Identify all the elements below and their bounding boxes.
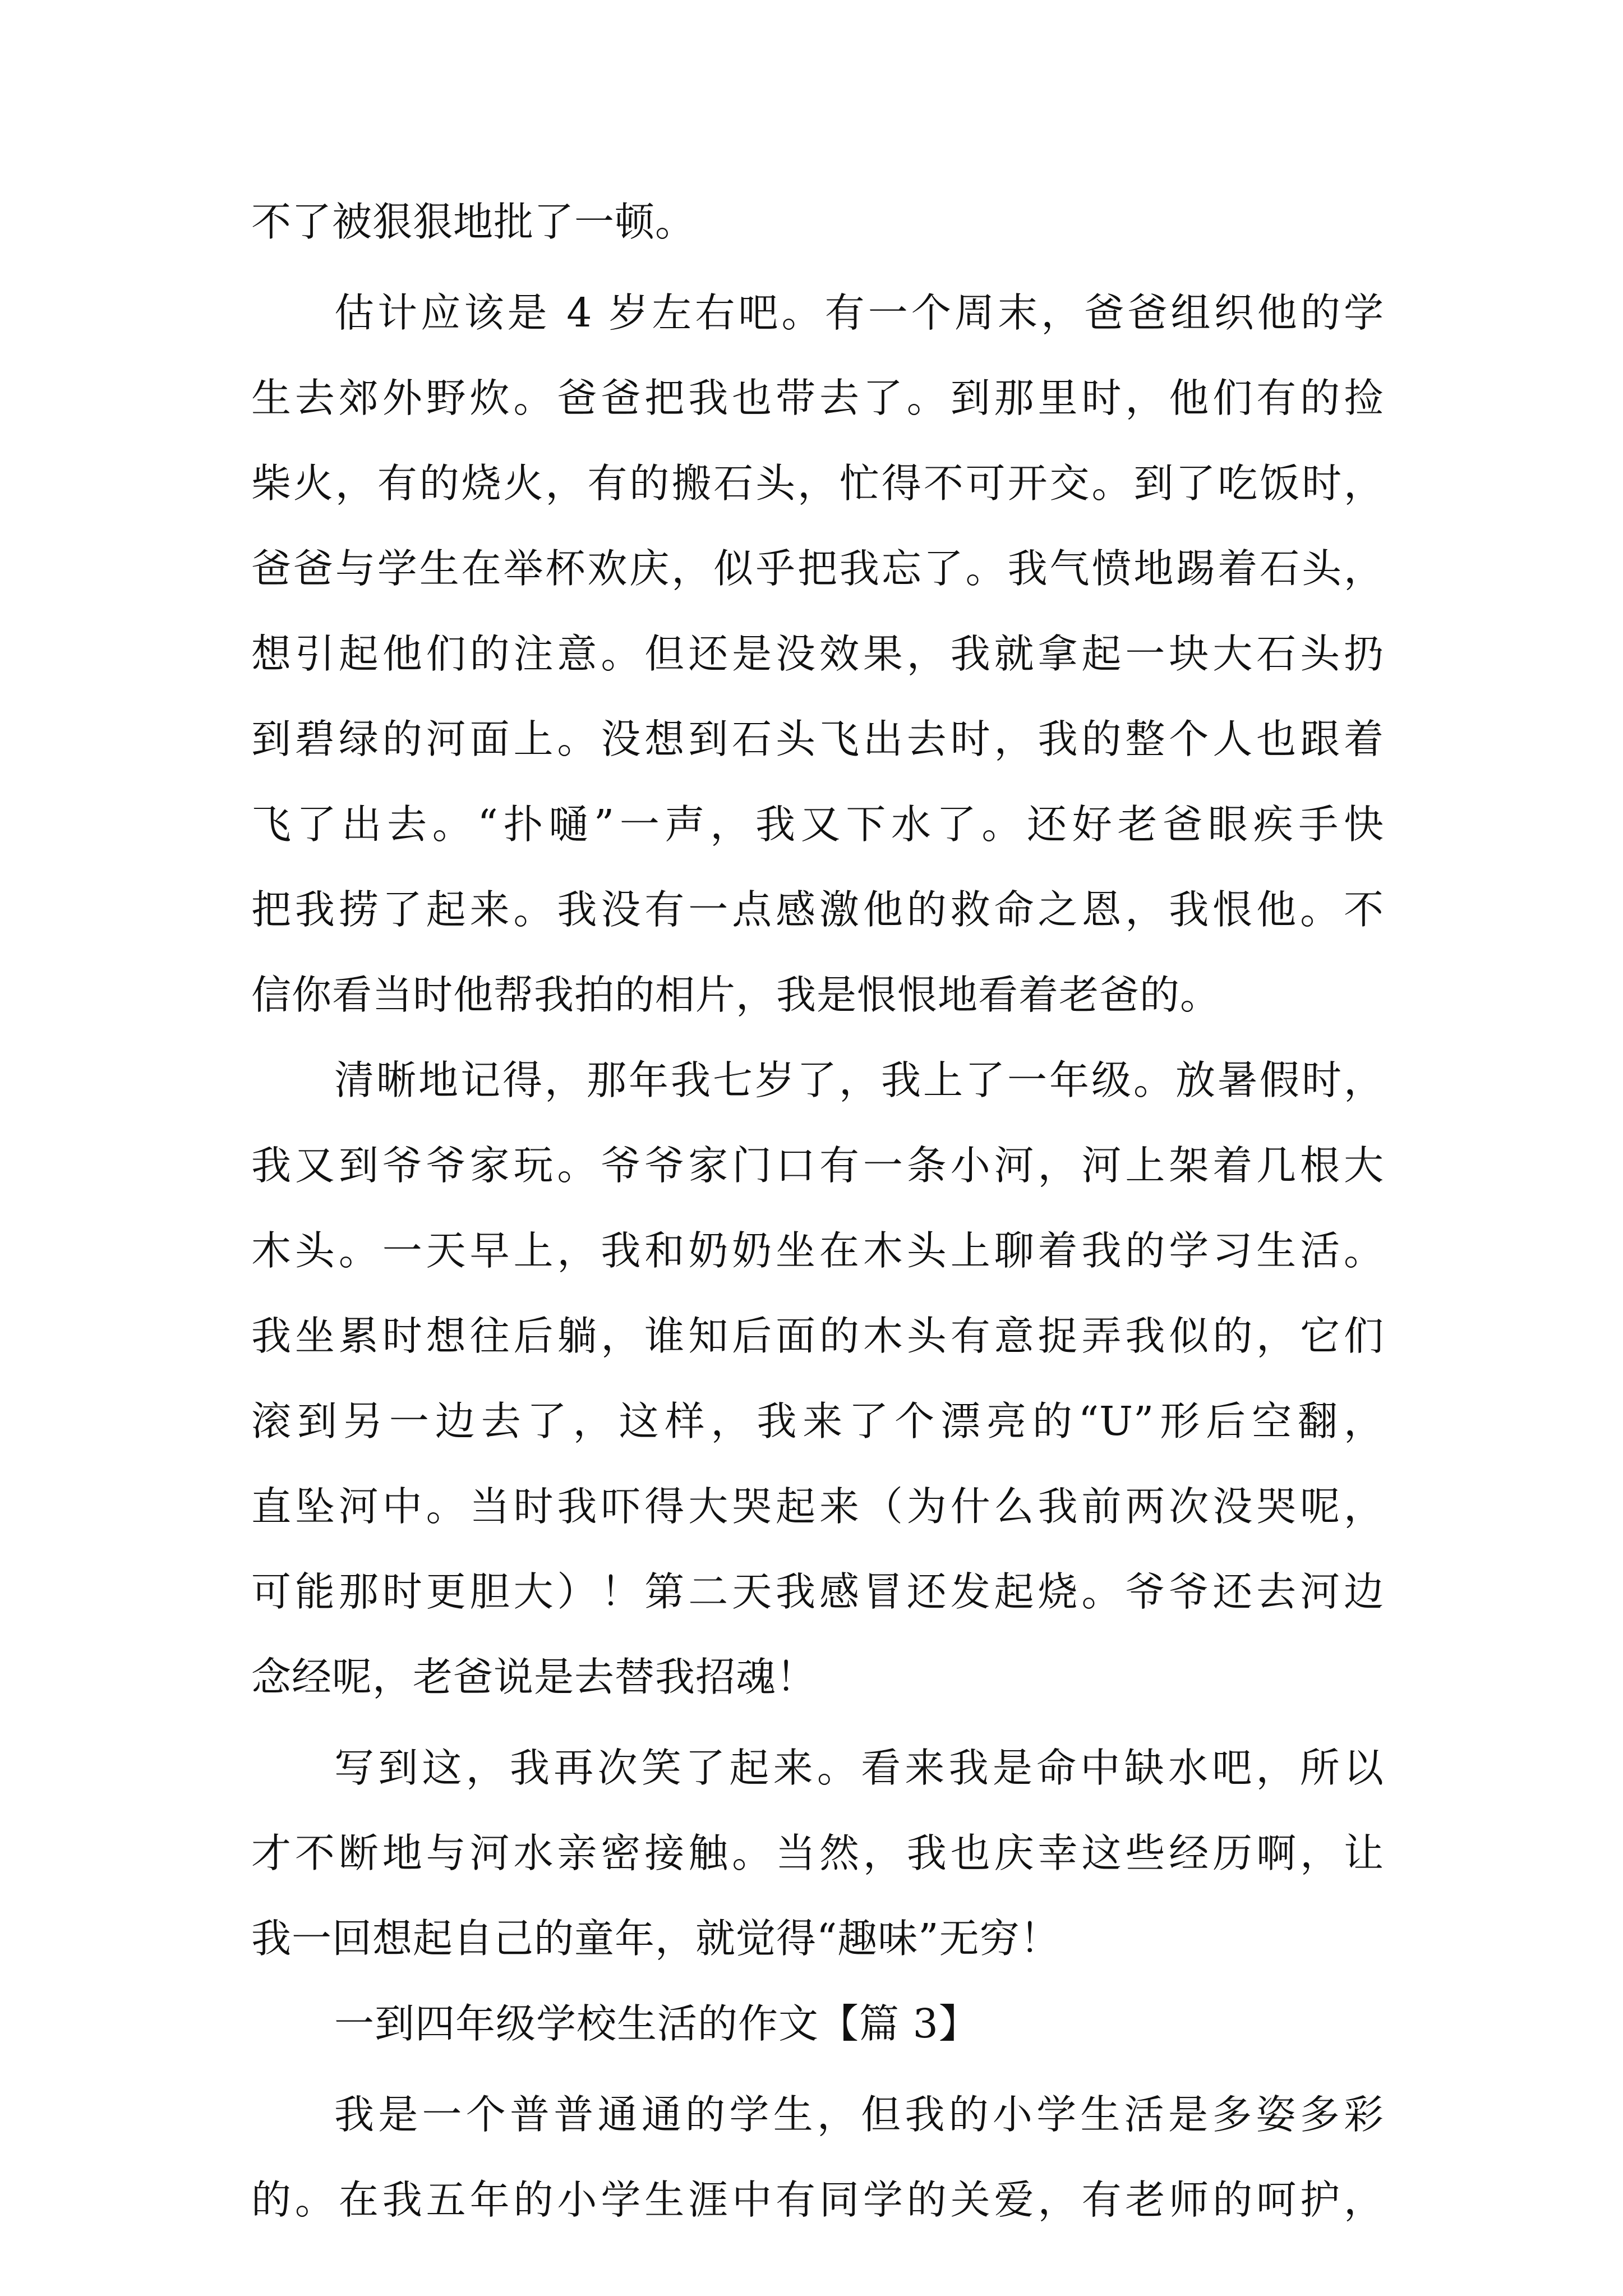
paragraph-line: 不了被狠狠地批了一顿。 — [251, 199, 696, 245]
paragraph-line: 直坠河中。当时我吓得大哭起来（为什么我前两次没哭呢， — [251, 1483, 1384, 1530]
section-heading: 一到四年级学校生活的作文【篇 3】 — [334, 2000, 979, 2047]
paragraph-line: 念经呢，老爸说是去替我招魂！ — [251, 1654, 817, 1700]
paragraph-line: 可能那时更胆大）！第二天我感冒还发起烧。爷爷还去河边 — [251, 1568, 1384, 1615]
paragraph-line: 我又到爷爷家玩。爷爷家门口有一条小河，河上架着几根大 — [251, 1142, 1384, 1189]
paragraph-line: 我是一个普普通通的学生，但我的小学生活是多姿多彩 — [334, 2091, 1384, 2138]
paragraph-line: 木头。一天早上，我和奶奶坐在木头上聊着我的学习生活。 — [251, 1227, 1384, 1274]
paragraph-line: 信你看当时他帮我拍的相片，我是恨恨地看着老爸的。 — [251, 972, 1221, 1018]
paragraph-line: 估计应该是 4 岁左右吧。有一个周末，爸爸组织他的学 — [334, 289, 1384, 336]
paragraph-line: 飞了出去。“扑嗵”一声，我又下水了。还好老爸眼疾手快 — [251, 801, 1384, 848]
paragraph-line: 清晰地记得，那年我七岁了，我上了一年级。放暑假时， — [334, 1057, 1384, 1103]
paragraph-line: 写到这，我再次笑了起来。看来我是命中缺水吧，所以 — [334, 1745, 1384, 1791]
paragraph-line: 到碧绿的河面上。没想到石头飞出去时，我的整个人也跟着 — [251, 716, 1384, 762]
paragraph-line: 柴火，有的烧火，有的搬石头，忙得不可开交。到了吃饭时， — [251, 460, 1384, 507]
paragraph-line: 想引起他们的注意。但还是没效果，我就拿起一块大石头扔 — [251, 631, 1384, 677]
paragraph-line: 把我捞了起来。我没有一点感激他的救命之恩，我恨他。不 — [251, 886, 1384, 933]
paragraph-line: 的。在我五年的小学生涯中有同学的关爱，有老师的呵护， — [251, 2177, 1384, 2223]
paragraph-line: 生去郊外野炊。爸爸把我也带去了。到那里时，他们有的捡 — [251, 375, 1384, 421]
paragraph-line: 爸爸与学生在举杯欢庆，似乎把我忘了。我气愤地踢着石头， — [251, 545, 1384, 592]
paragraph-line: 才不断地与河水亲密接触。当然，我也庆幸这些经历啊，让 — [251, 1830, 1384, 1876]
paragraph-line: 我一回想起自己的童年，就觉得“趣味”无穷！ — [251, 1915, 1061, 1962]
paragraph-line: 我坐累时想往后躺，谁知后面的木头有意捉弄我似的，它们 — [251, 1313, 1384, 1359]
paragraph-line: 滚到另一边去了，这样，我来了个漂亮的“U”形后空翻， — [251, 1398, 1384, 1444]
